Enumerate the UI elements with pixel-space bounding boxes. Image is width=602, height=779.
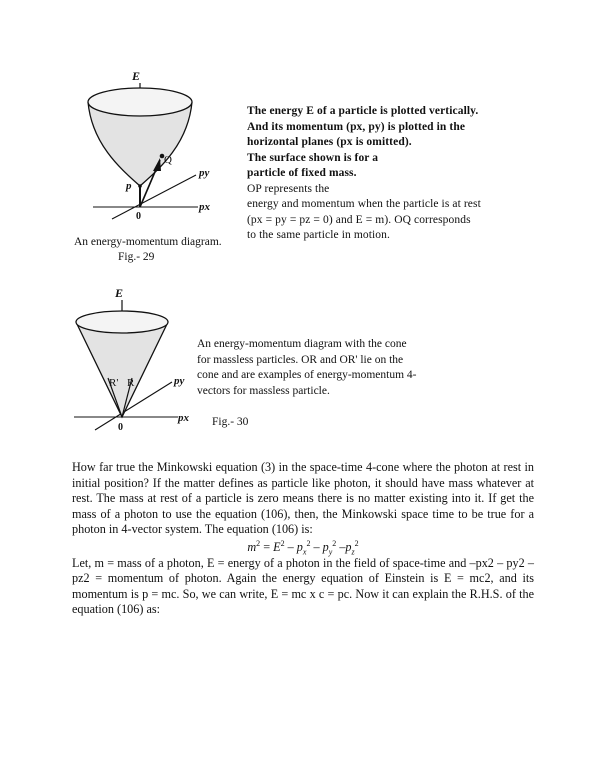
fig29-caption-line: particle of fixed mass. xyxy=(247,167,357,179)
fig29-axis-e-label: E xyxy=(132,69,141,83)
fig30-label-r: R xyxy=(127,377,135,389)
fig29-label-q: Q xyxy=(164,154,172,166)
fig29-axis-px-label: px xyxy=(199,201,210,213)
fig30-axis-e-label: E xyxy=(115,286,124,300)
fig30-caption-line: An energy-momentum diagram with the cone xyxy=(197,338,407,350)
light-cone-rim xyxy=(76,311,168,333)
fig29-caption-line: to the same particle in motion. xyxy=(247,229,390,241)
fig30-axis-py-label: py xyxy=(174,375,185,387)
paragraph-1: How far true the Minkowski equation (3) in the space-time 4-cone where the photon at rest in initial position? If the matter defines as particle like photon, it should have mass whatever at rest. The mass at rest of a particle is zero means there is no matter existing into it. If get the mass of a photon to use the equation (106), then, the Minkowski space time to be true for a photon in 4-vector system. The equation (106) is: xyxy=(72,460,534,537)
fig30-caption-line: vectors for massless particle. xyxy=(197,384,330,397)
light-cone-surface xyxy=(76,322,168,417)
fig30-fig-label: Fig.- 30 xyxy=(212,416,249,428)
fig30-caption-line: cone and are examples of energy-momentum 4- xyxy=(197,369,417,381)
fig29-diagram-label: An energy-momentum diagram. xyxy=(74,236,222,248)
fig29-caption-line: The energy E of a particle is plotted vertically. xyxy=(247,105,479,117)
fig30-label-r-prime: R' xyxy=(109,377,119,389)
fig29-caption-line: And its momentum (px, py) is plotted in the xyxy=(247,120,466,133)
fig29-caption-line: energy and momentum when the particle is at rest xyxy=(247,198,481,210)
body-text xyxy=(72,460,534,618)
fig30-origin-label: 0 xyxy=(118,422,123,433)
fig29-fig-label: Fig.- 29 xyxy=(118,251,155,263)
paragraph-2: Let, m = mass of a photon, E = energy of a photon in the field of space-time and –px2 – py2 –pz2 = momentum of photon. Again the energy equation of Einstein is E = mc2, and its momentum is p = mc. So, we can write, E = mc x c = pc. Now it can explain the R.H.S. of the equation (106) as: xyxy=(72,555,534,617)
fig29-label-p: p xyxy=(126,180,132,192)
figure-30-caption xyxy=(197,337,467,399)
fig30-axis-px-label: px xyxy=(178,412,189,424)
equation-106: $m^2 = E^2 - p_x^2 - p_y^2$ $-p_z^2$ xyxy=(247,538,359,557)
fig30-caption-line: for massless particles. OR and OR' lie on the xyxy=(197,353,404,366)
fig29-caption-line: (px = py = pz = 0) and E = m). OQ corresponds xyxy=(247,213,471,226)
fig29-caption-line: OP represents the xyxy=(247,182,330,195)
fig29-axis-py-label: py xyxy=(199,167,210,179)
fig29-caption-line: horizontal planes (px is omitted). xyxy=(247,136,412,148)
fig29-origin-label: 0 xyxy=(136,211,141,222)
fig29-caption-line: The surface shown is for a xyxy=(247,151,379,164)
